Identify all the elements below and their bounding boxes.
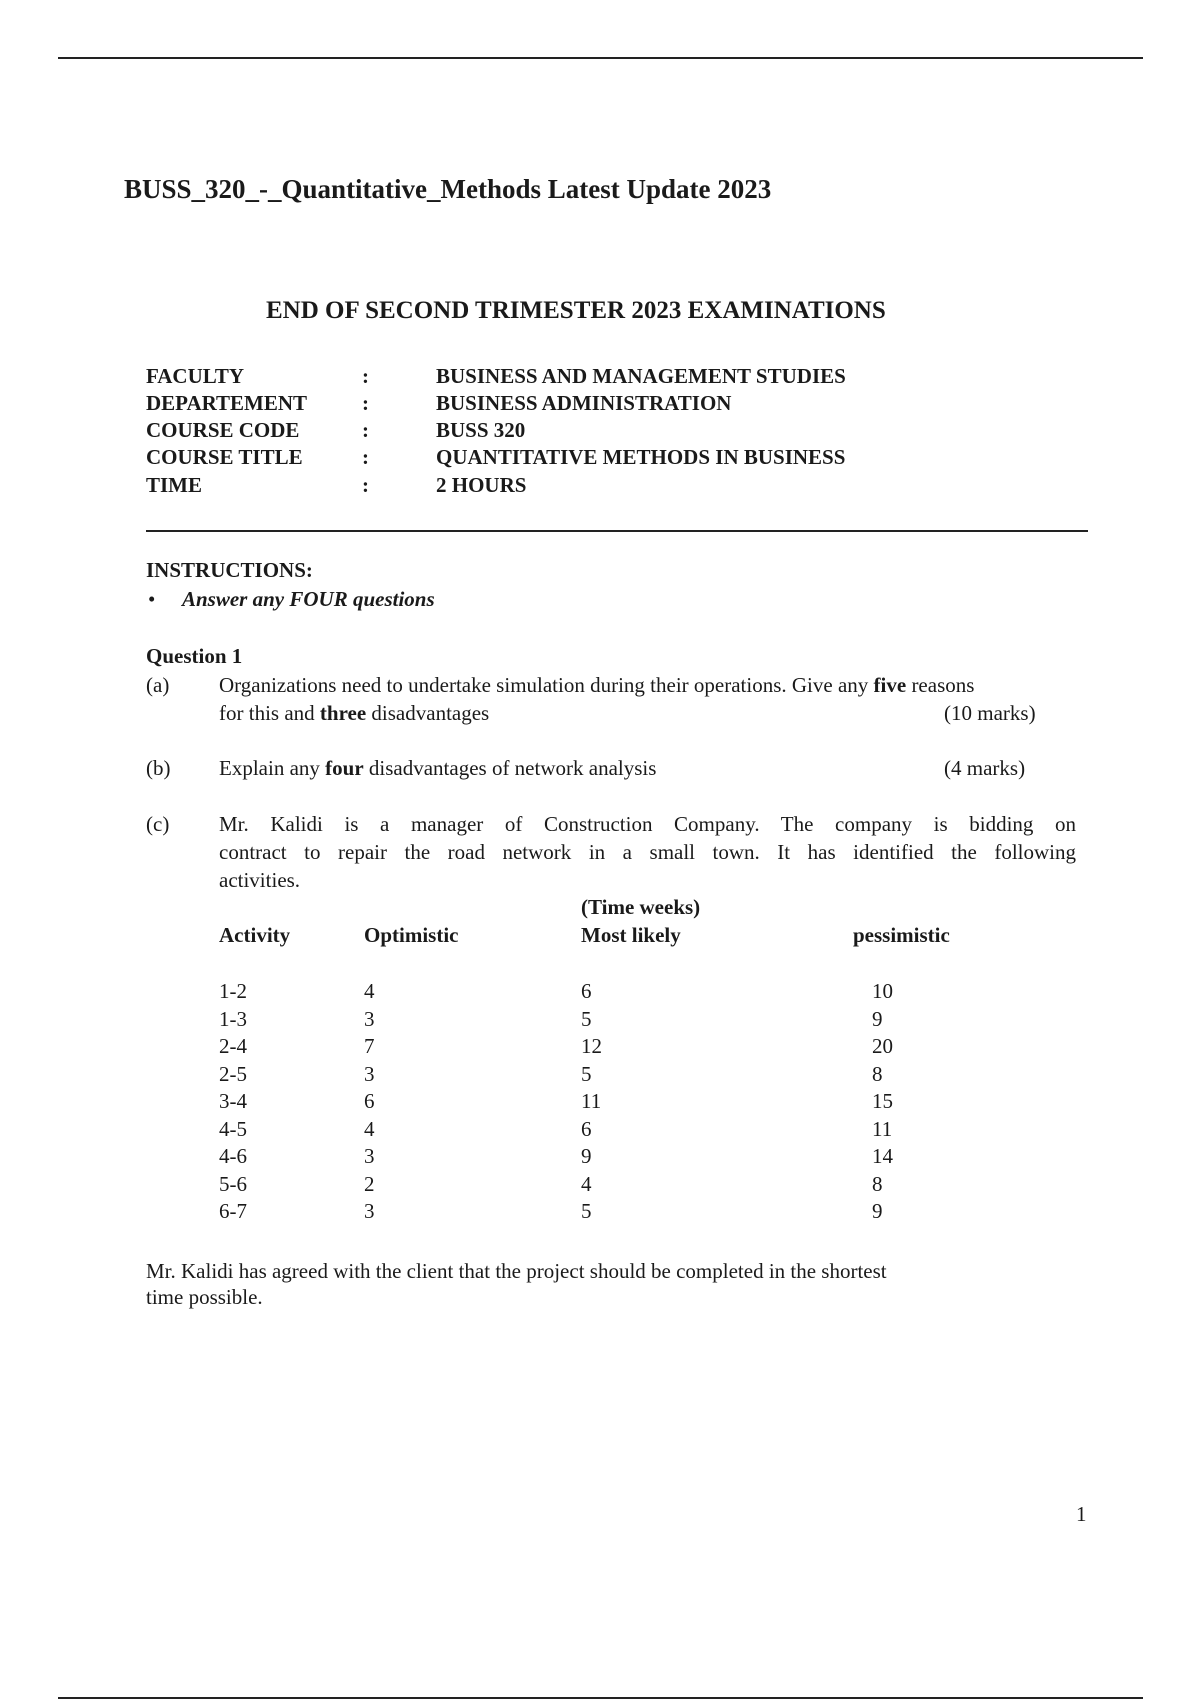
table-cell-most-likely: 5 xyxy=(581,1199,592,1223)
info-value: BUSS 320 xyxy=(436,418,526,442)
table-cell-most-likely: 5 xyxy=(581,1062,592,1086)
part-a-emphasis: five xyxy=(873,673,907,697)
table-cell-most-likely: 5 xyxy=(581,1007,592,1031)
page-number: 1 xyxy=(1076,1502,1087,1526)
table-cell-activity: 6-7 xyxy=(219,1199,247,1223)
info-colon: : xyxy=(362,391,369,415)
exam-title: END OF SECOND TRIMESTER 2023 EXAMINATIONS xyxy=(266,297,886,324)
info-colon: : xyxy=(362,418,369,442)
part-c-label: (c) xyxy=(146,812,170,836)
table-cell-pessimistic: 14 xyxy=(872,1144,893,1168)
table-cell-pessimistic: 15 xyxy=(872,1089,893,1113)
part-a-text: for this and xyxy=(219,701,315,725)
table-cell-activity: 4-5 xyxy=(219,1117,247,1141)
info-label-department: DEPARTEMENT xyxy=(146,391,308,415)
table-cell-activity: 2-4 xyxy=(219,1034,247,1058)
part-c-line-1: Mr. Kalidi is a manager of Construction Company. The company is bidding on xyxy=(219,812,1076,836)
part-a-marks: (10 marks) xyxy=(944,701,1036,725)
table-cell-activity: 2-5 xyxy=(219,1062,247,1086)
part-b-text: Explain any xyxy=(219,756,320,780)
document-title: BUSS_320_-_Quantitative_Methods Latest Update 2023 xyxy=(124,174,772,204)
table-cell-optimistic: 3 xyxy=(364,1199,375,1223)
table-cell-pessimistic: 8 xyxy=(872,1172,883,1196)
info-divider xyxy=(146,530,1088,532)
info-colon: : xyxy=(362,473,369,497)
part-a-line-1 xyxy=(219,673,974,698)
table-cell-most-likely: 4 xyxy=(581,1172,592,1196)
table-cell-optimistic: 4 xyxy=(364,979,375,1003)
part-a-label: (a) xyxy=(146,673,170,697)
part-b-label: (b) xyxy=(146,756,171,780)
table-header-most-likely: Most likely xyxy=(581,923,681,947)
top-rule xyxy=(58,57,1143,59)
question-heading: Question 1 xyxy=(146,644,243,668)
table-cell-most-likely: 11 xyxy=(581,1089,602,1113)
table-header-optimistic: Optimistic xyxy=(364,923,459,947)
table-cell-optimistic: 7 xyxy=(364,1034,375,1058)
info-colon: : xyxy=(362,364,369,388)
table-cell-optimistic: 4 xyxy=(364,1117,375,1141)
part-c-line-3: activities. xyxy=(219,868,301,892)
table-cell-optimistic: 3 xyxy=(364,1007,375,1031)
table-cell-pessimistic: 10 xyxy=(872,979,893,1003)
closing-line-1: Mr. Kalidi has agreed with the client that the project should be completed in the shortest xyxy=(146,1259,887,1283)
table-cell-most-likely: 6 xyxy=(581,979,592,1003)
table-cell-activity: 1-2 xyxy=(219,979,247,1003)
part-a-text: reasons xyxy=(911,673,975,697)
part-b-emphasis: four xyxy=(325,756,364,780)
table-cell-most-likely: 12 xyxy=(581,1034,602,1058)
table-cell-pessimistic: 8 xyxy=(872,1062,883,1086)
table-cell-activity: 5-6 xyxy=(219,1172,247,1196)
part-a-emphasis: three xyxy=(319,701,367,725)
table-cell-optimistic: 3 xyxy=(364,1144,375,1168)
table-cell-activity: 3-4 xyxy=(219,1089,247,1113)
info-label-course-title: COURSE TITLE xyxy=(146,445,303,469)
part-c-line-2: contract to repair the road network in a small town. It has identified the following xyxy=(219,840,1076,864)
part-a-text: Organizations need to undertake simulation during their operations. Give any xyxy=(219,673,869,697)
info-label-course-code: COURSE CODE xyxy=(146,418,300,442)
table-cell-pessimistic: 11 xyxy=(872,1117,893,1141)
table-cell-pessimistic: 9 xyxy=(872,1007,883,1031)
table-cell-pessimistic: 9 xyxy=(872,1199,883,1223)
info-colon: : xyxy=(362,445,369,469)
info-value: BUSINESS ADMINISTRATION xyxy=(436,391,732,415)
part-b-text: disadvantages of network analysis xyxy=(368,756,657,780)
instructions-heading: INSTRUCTIONS: xyxy=(146,558,313,582)
info-row-faculty xyxy=(146,364,244,389)
table-cell-pessimistic: 20 xyxy=(872,1034,893,1058)
instructions-item: Answer any FOUR questions xyxy=(182,587,435,611)
table-group-header: (Time weeks) xyxy=(581,895,701,919)
part-b-line xyxy=(219,756,656,781)
bottom-rule xyxy=(58,1697,1143,1699)
table-cell-activity: 4-6 xyxy=(219,1144,247,1168)
table-cell-most-likely: 9 xyxy=(581,1144,592,1168)
part-a-line-2 xyxy=(219,701,489,726)
table-header-pessimistic: pessimistic xyxy=(853,923,950,947)
table-cell-optimistic: 2 xyxy=(364,1172,375,1196)
closing-line-2: time possible. xyxy=(146,1285,263,1309)
instructions-bullet: • xyxy=(148,587,156,611)
info-label-time: TIME xyxy=(146,473,203,497)
table-cell-most-likely: 6 xyxy=(581,1117,592,1141)
part-a-text: disadvantages xyxy=(371,701,490,725)
info-value: 2 HOURS xyxy=(436,473,527,497)
info-label: FACULTY xyxy=(146,364,245,388)
table-cell-optimistic: 6 xyxy=(364,1089,375,1113)
info-value: BUSINESS AND MANAGEMENT STUDIES xyxy=(436,364,846,388)
table-cell-optimistic: 3 xyxy=(364,1062,375,1086)
table-header-activity: Activity xyxy=(219,923,291,947)
table-cell-activity: 1-3 xyxy=(219,1007,247,1031)
part-b-marks: (4 marks) xyxy=(944,756,1026,780)
info-value: QUANTITATIVE METHODS IN BUSINESS xyxy=(436,445,846,469)
